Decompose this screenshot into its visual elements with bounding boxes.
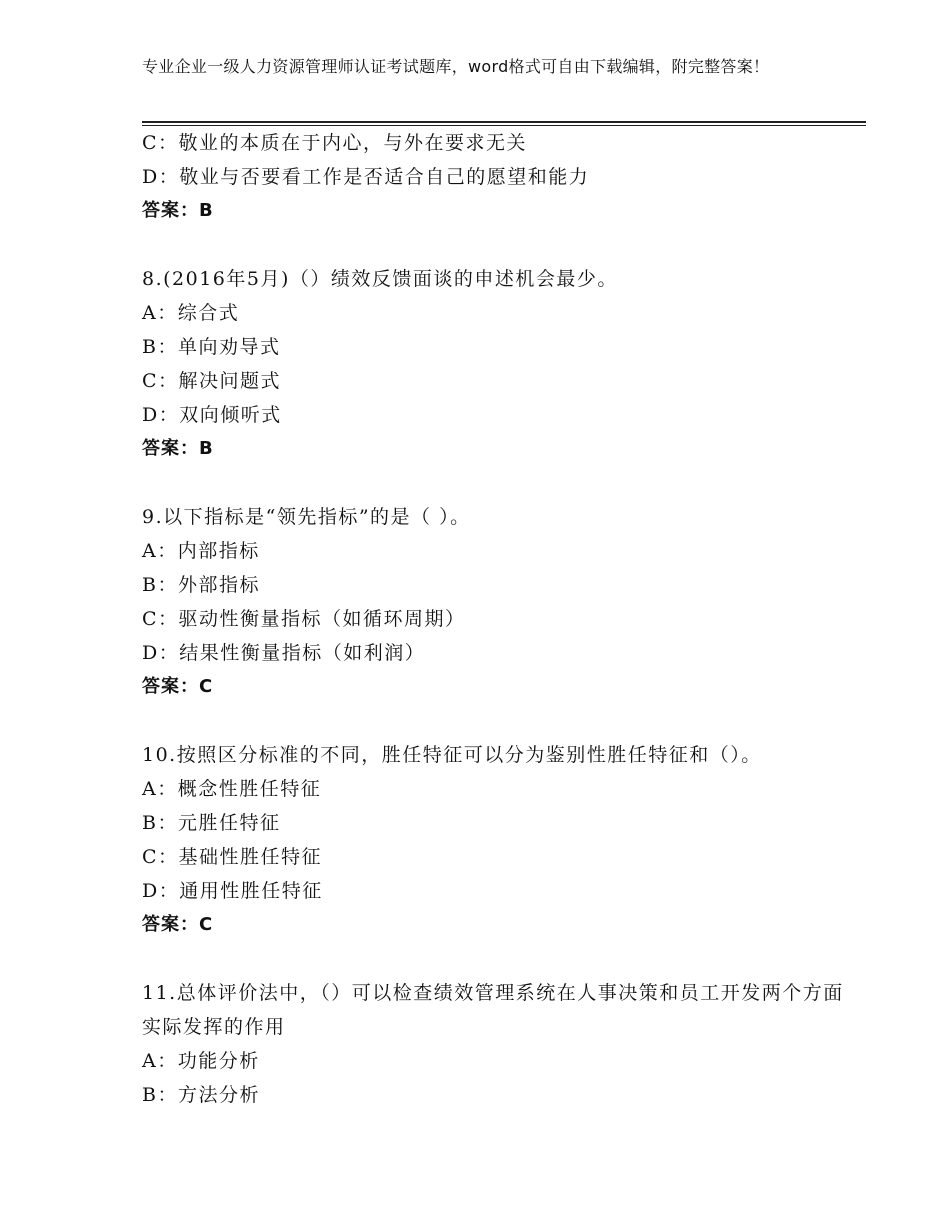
question-title: 11.总体评价法中，（）可以检查绩效管理系统在人事决策和员工开发两个方面实际发挥的作用	[142, 982, 844, 1038]
question-block-10	[142, 738, 852, 942]
answer-label: 答案：B	[142, 438, 214, 459]
header-rule-thick	[142, 121, 866, 123]
option-c: C：基础性胜任特征	[142, 846, 323, 868]
page-header: 专业企业一级人力资源管理师认证考试题库，word格式可自由下载编辑，附完整答案！	[142, 57, 770, 76]
spacer	[142, 466, 852, 500]
answer-label: 答案：C	[142, 676, 214, 697]
question-title: 8.(2016年5月)（）绩效反馈面谈的申述机会最少。	[142, 268, 618, 290]
option-b: B：元胜任特征	[142, 812, 281, 834]
option-c: C：解决问题式	[142, 370, 282, 392]
option-a: A：内部指标	[142, 540, 260, 562]
question-block-11	[142, 976, 852, 1112]
option-d: D：双向倾听式	[142, 404, 282, 426]
option-b: B：单向劝导式	[142, 336, 281, 358]
answer-label: 答案：C	[142, 914, 214, 935]
question-title: 9.以下指标是“领先指标”的是（ ）。	[142, 506, 471, 528]
spacer	[142, 228, 852, 262]
option-d: D：通用性胜任特征	[142, 880, 323, 902]
option-c: C：驱动性衡量指标（如循环周期）	[142, 608, 466, 630]
option-a: A：概念性胜任特征	[142, 778, 322, 800]
question-list	[142, 126, 852, 1112]
option-d: D：结果性衡量指标（如利润）	[142, 642, 426, 664]
option-b: B：外部指标	[142, 574, 260, 596]
option-b: B：方法分析	[142, 1084, 260, 1106]
question-block-9	[142, 500, 852, 704]
option-a: A：功能分析	[142, 1050, 260, 1072]
prev-question-block	[142, 126, 852, 228]
option-d: D：敬业与否要看工作是否适合自己的愿望和能力	[142, 166, 590, 188]
question-title: 10.按照区分标准的不同，胜任特征可以分为鉴别性胜任特征和（）。	[142, 744, 762, 766]
answer-label: 答案：B	[142, 200, 214, 221]
option-a: A：综合式	[142, 302, 240, 324]
spacer	[142, 704, 852, 738]
option-c: C：敬业的本质在于内心，与外在要求无关	[142, 132, 528, 154]
spacer	[142, 942, 852, 976]
question-block-8	[142, 262, 852, 466]
